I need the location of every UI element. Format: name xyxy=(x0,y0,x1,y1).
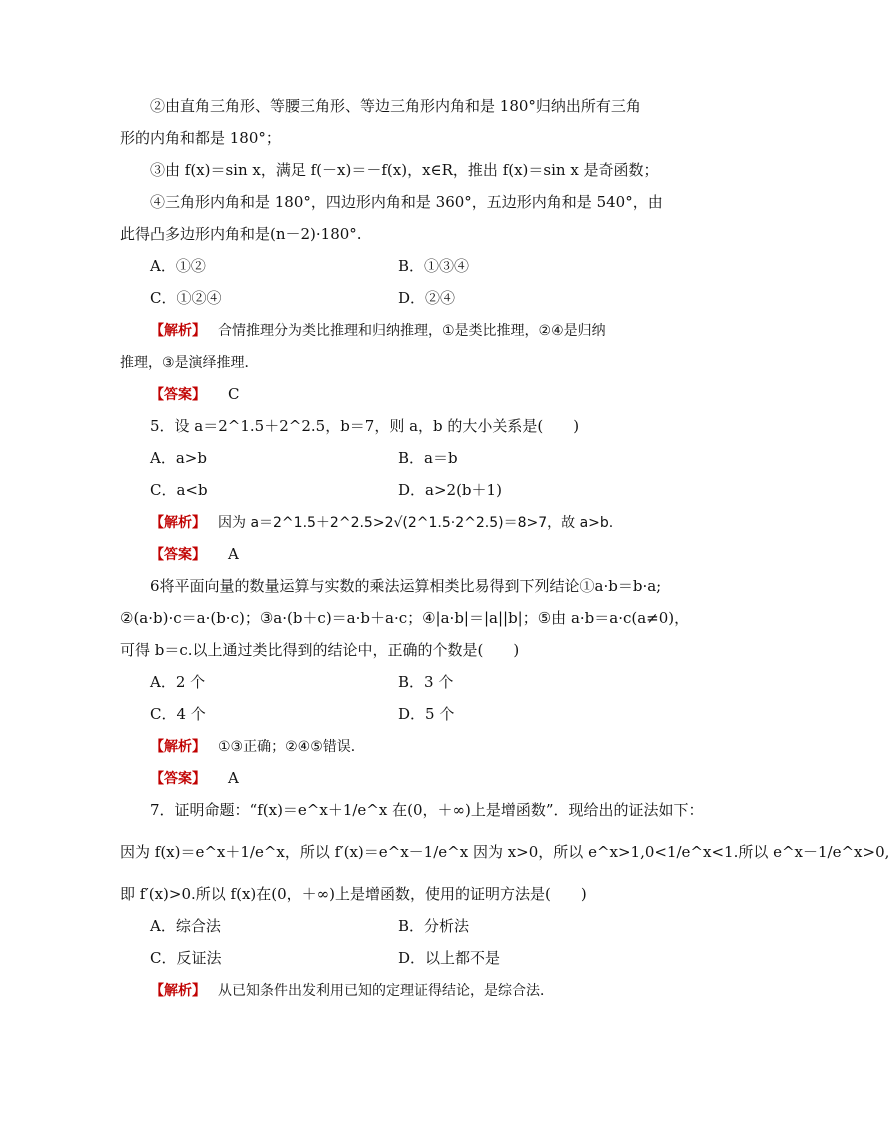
option-b: B．3 个 xyxy=(398,673,454,691)
answer-line xyxy=(150,768,710,789)
question-stem: 即 f′(x)>0.所以 f(x)在(0，＋∞)上是增函数，使用的证明方法是( ) xyxy=(120,885,587,903)
analysis-line xyxy=(150,512,710,533)
question-stem: ②(a·b)·c＝a·(b·c)；③a·(b＋c)＝a·b＋a·c；④|a·b|＝|a||b|；⑤由 a·b＝a·c(a≠0)， xyxy=(120,609,690,627)
analysis-text: ①③正确；②④⑤错误． xyxy=(218,739,365,755)
option-c: C．4 个 xyxy=(150,705,206,723)
option-c: C．①②④ xyxy=(150,289,222,307)
answer-value: A xyxy=(228,545,239,563)
analysis-label: 【解析】 xyxy=(150,323,206,339)
option-b: B．①③④ xyxy=(398,257,470,275)
analysis-label: 【解析】 xyxy=(150,739,206,755)
option-a: A．2 个 xyxy=(150,673,206,691)
text-line: 此得凸多边形内角和是(n－2)·180°. xyxy=(120,225,362,243)
analysis-text: 从已知条件出发利用已知的定理证得结论，是综合法． xyxy=(218,983,554,999)
option-d: D．②④ xyxy=(398,289,456,307)
option-a: A．a>b xyxy=(150,449,207,467)
option-c: C．a<b xyxy=(150,481,208,499)
answer-label: 【答案】 xyxy=(150,387,206,403)
question-stem: 5．设 a＝2^1.5＋2^2.5，b＝7，则 a，b 的大小关系是( ) xyxy=(150,417,580,435)
question-stem: 7．证明命题：“f(x)＝e^x＋1/e^x 在(0，＋∞)上是增函数”．现给出的证法如下： xyxy=(150,801,704,819)
text-line: 形的内角和都是 180°； xyxy=(120,129,281,147)
option-d: D．a>2(b＋1) xyxy=(398,481,502,499)
answer-label: 【答案】 xyxy=(150,547,206,563)
analysis-label: 【解析】 xyxy=(150,983,206,999)
option-d: D．以上都不是 xyxy=(398,949,501,967)
option-b: B．分析法 xyxy=(398,917,470,935)
analysis-text: 合情推理分为类比推理和归纳推理，①是类比推理，②④是归纳 xyxy=(218,323,606,339)
answer-value: C xyxy=(228,385,240,403)
answer-label: 【答案】 xyxy=(150,771,206,787)
analysis-line xyxy=(150,736,710,757)
answer-value: A xyxy=(228,769,239,787)
analysis-line xyxy=(150,320,710,341)
question-stem: 可得 b＝c.以上通过类比得到的结论中，正确的个数是( ) xyxy=(120,641,520,659)
answer-line xyxy=(150,544,710,565)
text-line: ③由 f(x)＝sin x，满足 f(－x)＝－f(x)，x∈R，推出 f(x)＝sin x 是奇函数； xyxy=(150,161,659,179)
analysis-line xyxy=(150,980,710,1001)
text-line: ④三角形内角和是 180°，四边形内角和是 360°，五边形内角和是 540°，由 xyxy=(150,193,663,211)
option-c: C．反证法 xyxy=(150,949,222,967)
analysis-text: 因为 a＝2^1.5＋2^2.5>2√(2^1.5·2^2.5)＝8>7，故 a>b. xyxy=(218,515,614,531)
analysis-text: 推理，③是演绎推理． xyxy=(120,355,259,371)
question-stem: 因为 f(x)＝e^x＋1/e^x，所以 f′(x)＝e^x－1/e^x 因为 x>0，所以 e^x>1,0<1/e^x<1.所以 e^x－1/e^x>0, xyxy=(120,843,889,861)
option-a: A．综合法 xyxy=(150,917,221,935)
question-stem: 6将平面向量的数量运算与实数的乘法运算相类比易得到下列结论①a·b＝b·a; xyxy=(150,577,662,595)
text-line: ②由直角三角形、等腰三角形、等边三角形内角和是 180°归纳出所有三角 xyxy=(150,97,641,115)
option-b: B．a＝b xyxy=(398,449,458,467)
answer-line xyxy=(150,384,710,405)
option-d: D．5 个 xyxy=(398,705,455,723)
option-a: A．①② xyxy=(150,257,206,275)
analysis-label: 【解析】 xyxy=(150,515,206,531)
analysis-line xyxy=(120,352,680,373)
